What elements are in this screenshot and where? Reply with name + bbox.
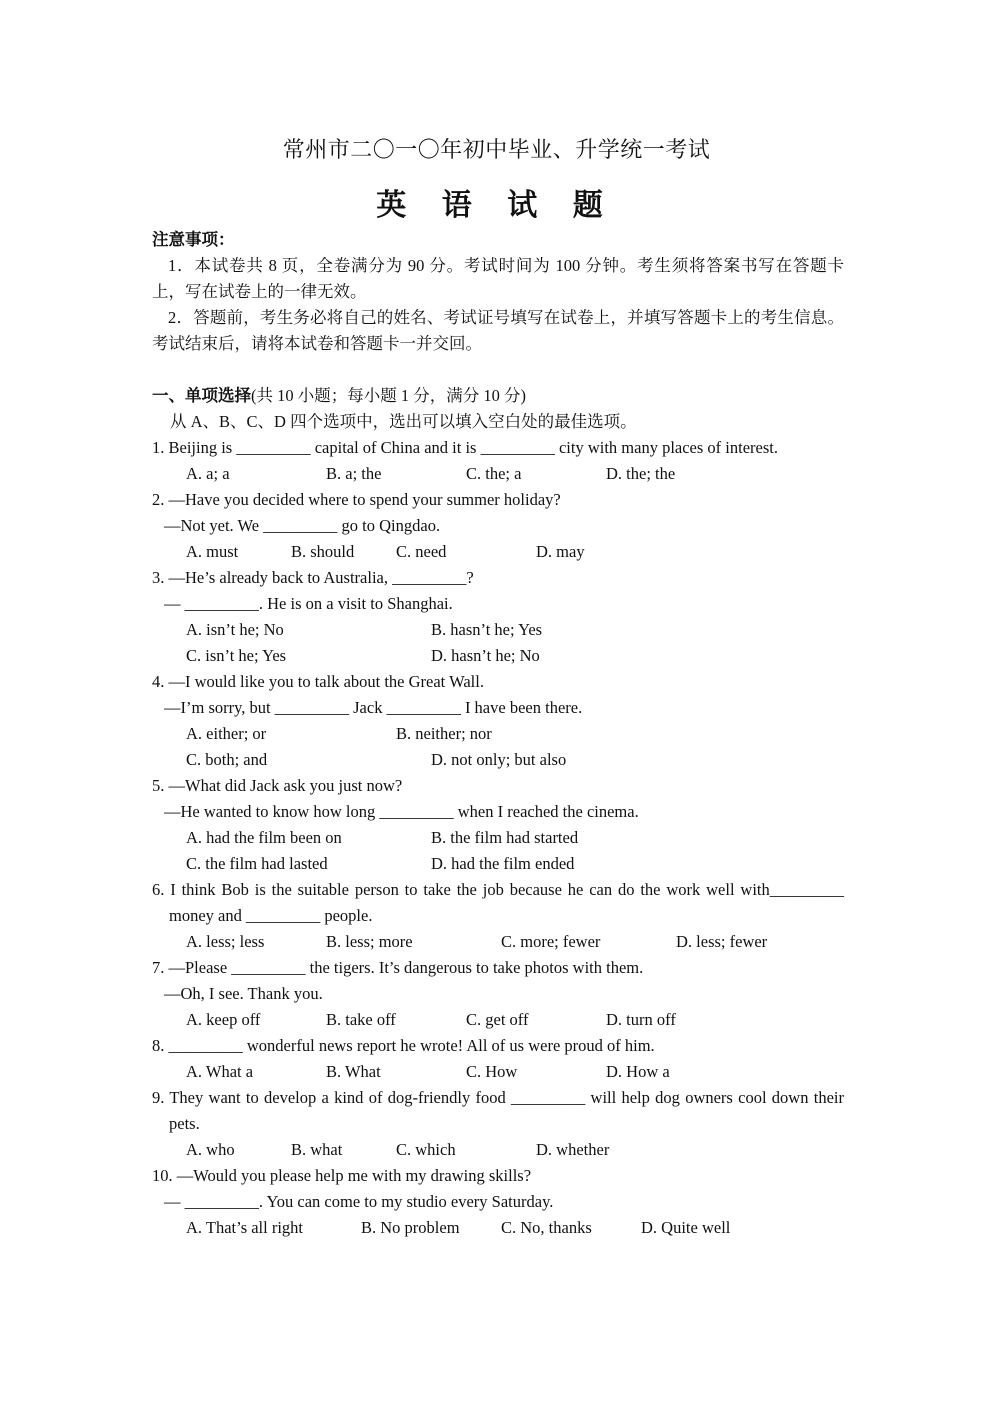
option-c: C. the film had lasted [186,854,328,873]
question-stem: 6. I think Bob is the suitable person to take the job because he can do the work well with_________ money and _________ people. [152,880,844,925]
option-d: D. less; fewer [676,932,768,951]
option-c: C. How [466,1062,518,1081]
options-row [152,617,844,643]
question-stem: 9. They want to develop a kind of dog-friendly food _________ will help dog owners cool down their pets. [152,1088,844,1133]
option-c: C. which [396,1140,456,1159]
option-d: D. the; the [606,464,676,483]
question-reply: —He wanted to know how long _________ when I reached the cinema. [164,802,639,821]
question-7 [152,955,844,1033]
option-c: C. need [396,542,447,561]
option-c: C. more; fewer [501,932,601,951]
options-row [152,1007,844,1033]
option-c: C. the; a [466,464,522,483]
question-5 [152,773,844,877]
section-detail: (共 10 小题；每小题 1 分，满分 10 分) [251,386,526,405]
question-3 [152,565,844,669]
options-row [152,747,844,773]
option-d: D. may [536,542,585,561]
option-a: A. That’s all right [186,1218,304,1237]
question-stem: 5. —What did Jack ask you just now? [152,776,403,795]
option-b: B. less; more [326,932,413,951]
question-6 [152,877,844,955]
question-2 [152,487,844,565]
question-stem: 3. —He’s already back to Australia, _________? [152,568,474,587]
question-reply: — _________. He is on a visit to Shanghai. [164,594,453,613]
option-b: B. neither; nor [396,724,492,743]
question-8 [152,1033,844,1085]
option-c: C. isn’t he; Yes [186,646,287,665]
question-stem: 2. —Have you decided where to spend your summer holiday? [152,490,561,509]
option-a: A. had the film been on [186,828,342,847]
option-b: B. hasn’t he; Yes [431,620,543,639]
option-d: D. Quite well [641,1218,731,1237]
option-b: B. What [326,1062,381,1081]
option-b: B. No problem [361,1218,460,1237]
question-1 [152,435,844,487]
question-9 [152,1085,844,1163]
exam-title: 常州市二〇一〇年初中毕业、升学统一考试 [282,137,711,162]
option-d: D. hasn’t he; No [431,646,540,665]
question-stem: 1. Beijing is _________ capital of China and it is _________ city with many places of interest. [152,438,778,457]
options-row [152,1215,844,1241]
notice-item-2: 2．答题前，考生务必将自己的姓名、考试证号填写在试卷上，并填写答题卡上的考生信息。考试结束后，请将本试卷和答题卡一并交回。 [152,308,844,353]
question-stem: 10. —Would you please help me with my drawing skills? [152,1166,532,1185]
option-d: D. had the film ended [431,854,575,873]
question-10 [152,1163,844,1241]
section-heading [152,383,844,409]
question-reply: —Not yet. We _________ go to Qingdao. [164,516,441,535]
option-a: A. a; a [186,464,230,483]
option-b: B. take off [326,1010,396,1029]
option-b: B. what [291,1140,343,1159]
options-row [152,461,844,487]
option-b: B. the film had started [431,828,579,847]
exam-content [152,227,844,1241]
question-stem: 7. —Please _________ the tigers. It’s dangerous to take photos with them. [152,958,644,977]
option-a: A. What a [186,1062,254,1081]
options-row [152,825,844,851]
options-row [152,851,844,877]
option-d: D. not only; but also [431,750,567,769]
question-reply: — _________. You can come to my studio every Saturday. [164,1192,554,1211]
option-b: B. should [291,542,355,561]
options-row [152,539,844,565]
option-c: C. get off [466,1010,529,1029]
section-instruction: 从 A、B、C、D 四个选项中，选出可以填入空白处的最佳选项。 [170,412,637,431]
option-a: A. must [186,542,239,561]
option-a: A. either; or [186,724,267,743]
options-row [152,721,844,747]
question-stem: 8. _________ wonderful news report he wrote! All of us were proud of him. [152,1036,655,1055]
notice-heading: 注意事项： [152,230,235,249]
exam-subject-title: 英 语 试 题 [376,189,617,222]
question-reply: —I’m sorry, but _________ Jack _________ I have been there. [164,698,583,717]
option-c: C. No, thanks [501,1218,592,1237]
options-row [152,1137,844,1163]
options-row [152,1059,844,1085]
notice-item-1: 1．本试卷共 8 页，全卷满分为 90 分。考试时间为 100 分钟。考生须将答案书写在答题卡上，写在试卷上的一律无效。 [152,256,844,301]
option-d: D. How a [606,1062,670,1081]
question-stem: 4. —I would like you to talk about the Great Wall. [152,672,484,691]
option-d: D. turn off [606,1010,676,1029]
option-c: C. both; and [186,750,268,769]
question-reply: —Oh, I see. Thank you. [164,984,323,1003]
option-a: A. isn’t he; No [186,620,284,639]
option-a: A. who [186,1140,235,1159]
option-b: B. a; the [326,464,382,483]
option-d: D. whether [536,1140,610,1159]
option-a: A. less; less [186,932,265,951]
options-row [152,643,844,669]
question-4 [152,669,844,773]
option-a: A. keep off [186,1010,261,1029]
options-row [152,929,844,955]
section-title: 一、单项选择 [152,386,251,405]
